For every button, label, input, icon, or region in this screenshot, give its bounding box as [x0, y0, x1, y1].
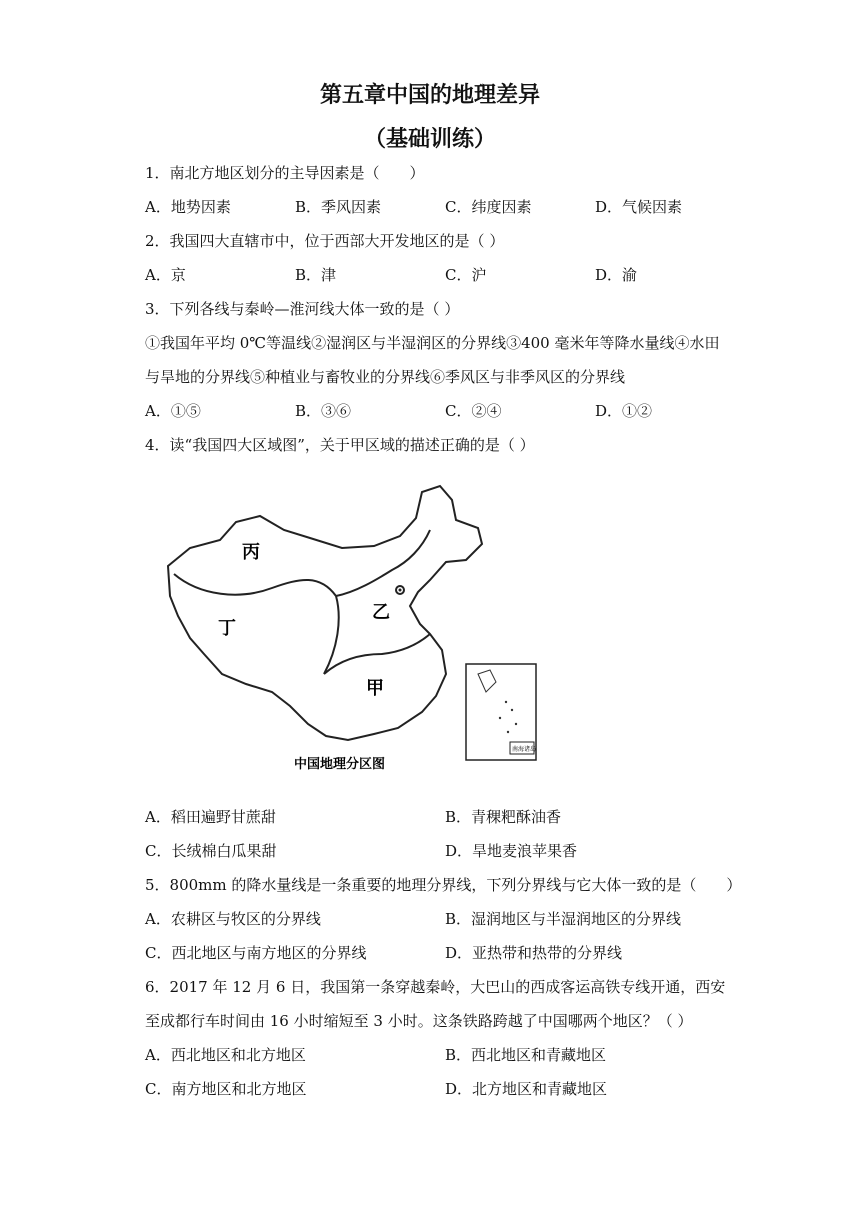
region-label-ding: 丁: [218, 618, 236, 639]
inset-label: 南海诸岛: [512, 746, 537, 753]
q4-option-a: A．稻田遍野甘蔗甜: [145, 808, 276, 826]
q1-option-b: B．季风因素: [295, 198, 382, 216]
q5-option-c: C．西北地区与南方地区的分界线: [145, 944, 367, 962]
region-label-jia: 甲: [366, 678, 384, 699]
question-5-stem: 5．800mm 的降水量线是一条重要的地理分界线，下列分界线与它大体一致的是（ ）: [145, 876, 742, 894]
q3-option-a: A．①⑤: [145, 402, 201, 420]
question-6-stem: 6．2017 年 12 月 6 日，我国第一条穿越秦岭，大巴山的西成客运高铁专线开通，西安: [145, 978, 726, 996]
page-title: 第五章中国的地理差异: [319, 82, 540, 108]
q5-option-b: B．湿润地区与半湿润地区的分界线: [445, 910, 682, 928]
question-6-stem-line-2: 至成都行车时间由 16 小时缩短至 3 小时。这条铁路跨越了中国哪两个地区？（ ）: [145, 1012, 693, 1030]
question-3-stem-line-2: ①我国年平均 0℃等温线②湿润区与半湿润区的分界线③400 毫米年等降水量线④水田: [145, 334, 720, 352]
q4-option-d: D．旱地麦浪苹果香: [445, 842, 578, 860]
question-3-stem-line-3: 与旱地的分界线⑤种植业与畜牧业的分界线⑥季风区与非季风区的分界线: [145, 368, 626, 386]
question-4-stem: 4．读“我国四大区域图”，关于甲区域的描述正确的是（ ）: [145, 436, 535, 454]
q6-option-a: A．西北地区和北方地区: [145, 1046, 306, 1064]
page-subtitle: （基础训练）: [363, 126, 496, 152]
q1-option-a: A．地势因素: [145, 198, 231, 216]
q6-option-d: D．北方地区和青藏地区: [445, 1080, 608, 1098]
q3-option-b: B．③⑥: [295, 402, 352, 420]
north-region-boundary: [336, 530, 430, 596]
q2-option-d: D．渝: [595, 266, 638, 284]
q2-option-b: B．津: [295, 266, 337, 284]
northwest-boundary: [174, 574, 339, 674]
q3-option-c: C．②④: [445, 402, 502, 420]
q3-option-d: D．①②: [595, 402, 653, 420]
q6-option-b: B．西北地区和青藏地区: [445, 1046, 607, 1064]
china-regions-map: [160, 478, 540, 770]
q1-option-c: C．纬度因素: [445, 198, 532, 216]
q6-option-c: C．南方地区和北方地区: [145, 1080, 307, 1098]
q5-option-a: A．农耕区与牧区的分界线: [145, 910, 321, 928]
question-3-stem: 3．下列各线与秦岭—淮河线大体一致的是（ ）: [145, 300, 460, 318]
q2-option-c: C．沪: [445, 266, 487, 284]
map-caption: 中国地理分区图: [294, 757, 386, 770]
question-2-stem: 2．我国四大直辖市中，位于西部大开发地区的是（ ）: [145, 232, 505, 250]
q2-option-a: A．京: [145, 266, 186, 284]
q5-option-d: D．亚热带和热带的分界线: [445, 944, 623, 962]
q4-option-c: C．长绒棉白瓜果甜: [145, 842, 277, 860]
china-outline: [168, 486, 482, 740]
question-1-stem: 1．南北方地区划分的主导因素是（ ）: [145, 164, 425, 182]
q1-option-d: D．气候因素: [595, 198, 683, 216]
region-label-yi: 乙: [372, 602, 390, 623]
qinling-boundary: [324, 634, 430, 674]
region-label-bing: 丙: [242, 542, 260, 563]
q4-option-b: B．青稞粑酥油香: [445, 808, 562, 826]
